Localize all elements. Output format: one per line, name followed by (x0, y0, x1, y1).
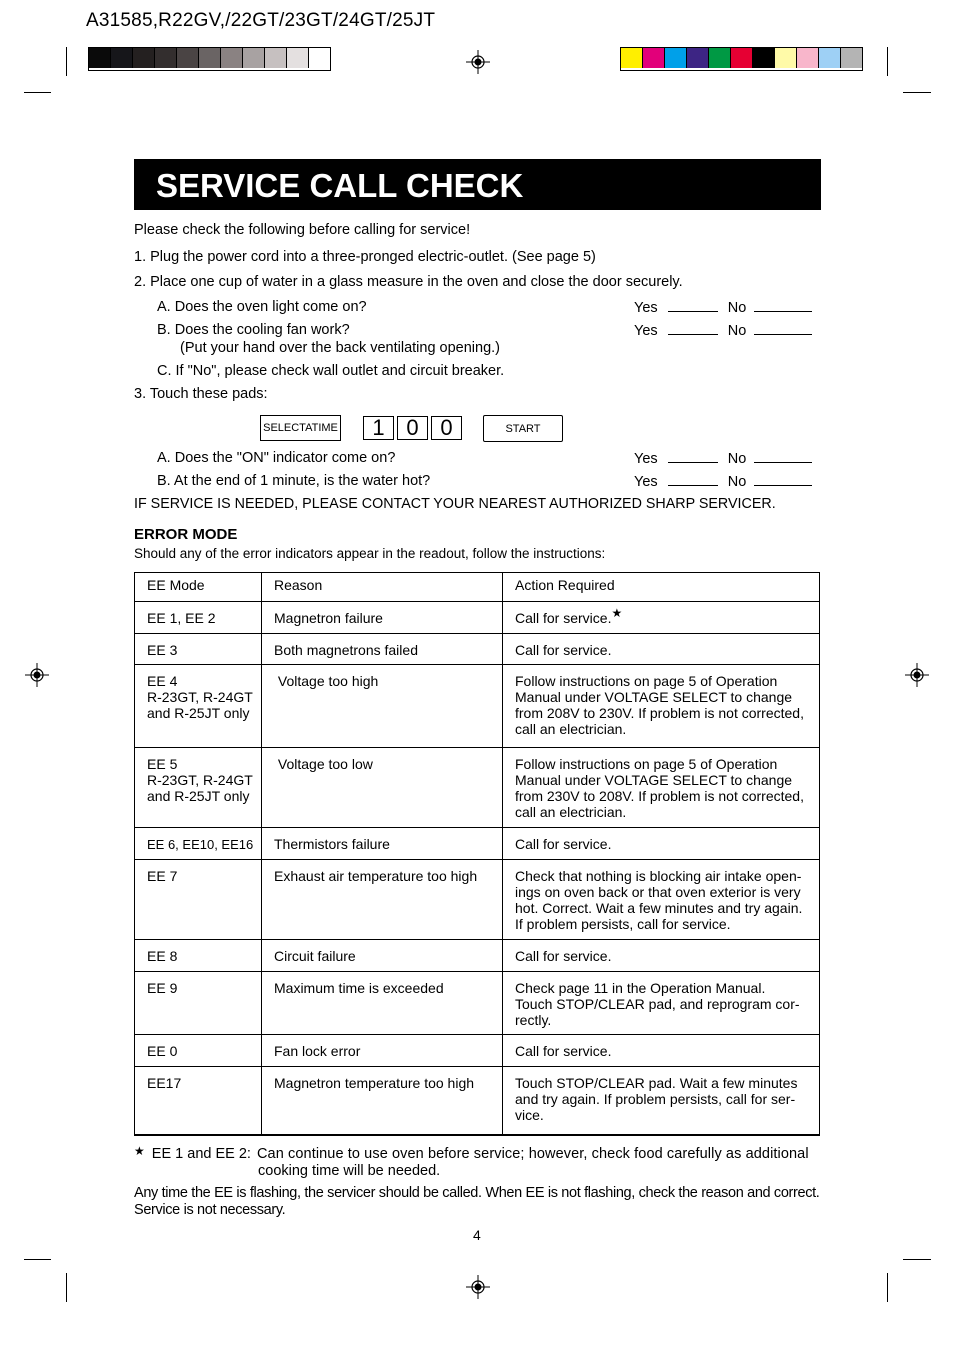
color-swatch (287, 48, 309, 68)
action-cell-text: Call for service. (515, 948, 612, 964)
ee-mode-cell (135, 1067, 262, 1135)
star-icon: ★ (611, 606, 623, 620)
table-row (135, 602, 820, 634)
page-title: SERVICE CALL CHECK (156, 167, 524, 204)
step-1: 1. Plug the power cord into a three-pronged electric-outlet. (See page 5) (134, 249, 596, 265)
step-2b-note: (Put your hand over the back ventilating opening.) (180, 340, 501, 356)
color-swatch (621, 48, 643, 68)
reason-cell-text: Both magnetrons failed (274, 642, 418, 658)
yes-no-answer (634, 299, 812, 316)
no-blank[interactable] (754, 450, 812, 463)
step-3: 3. Touch these pads: (134, 386, 268, 402)
reason-cell (262, 665, 503, 748)
registration-mark-icon (905, 663, 929, 687)
ee-mode-cell (135, 828, 262, 860)
step-3a: A. Does the "ON" indicator come on? (157, 450, 396, 466)
action-cell (503, 972, 820, 1035)
digit-pad-0[interactable]: 0 (397, 416, 428, 440)
digit-pad-0[interactable]: 0 (431, 416, 462, 440)
service-notice: IF SERVICE IS NEEDED, PLEASE CONTACT YOUR NEAREST AUTHORIZED SHARP SERVICER. (134, 496, 776, 512)
action-cell (503, 1067, 820, 1135)
closing-note: Any time the EE is flashing, the servicer should be called. When EE is not flashing, check the reason and correct. Service is not necessary. (134, 1185, 820, 1218)
intro-text: Please check the following before calling for service! (134, 222, 471, 238)
no-blank[interactable] (754, 322, 812, 335)
reason-cell (262, 748, 503, 828)
table-row (135, 1067, 820, 1135)
color-swatch (797, 48, 819, 68)
action-cell (503, 602, 820, 634)
yes-no-answer (634, 450, 812, 467)
action-cell (503, 1035, 820, 1067)
action-cell (503, 940, 820, 972)
reason-cell-text: Magnetron failure (274, 610, 383, 626)
action-cell (503, 860, 820, 940)
reason-cell-text: Magnetron temperature too high (274, 1075, 475, 1091)
yes-blank[interactable] (668, 450, 718, 463)
process-color-bar (620, 47, 863, 71)
header-ee-mode: EE Mode (135, 573, 262, 602)
color-swatch (243, 48, 265, 68)
selectatime-pad[interactable]: SELECTATIME (260, 415, 341, 441)
action-cell (503, 665, 820, 748)
ee-mode-cell-text: EE 3 (147, 642, 178, 658)
reason-cell-text: Exhaust air temperature too high (274, 868, 478, 884)
color-swatch (133, 48, 155, 68)
reason-cell (262, 602, 503, 634)
table-row (135, 748, 820, 828)
ee-mode-cell (135, 665, 262, 748)
color-swatch (753, 48, 775, 68)
step-2a: A. Does the oven light come on? (157, 299, 367, 315)
crop-mark (887, 47, 888, 76)
action-cell-text: Touch STOP/CLEAR pad. Wait a few minutes and try again. If problem persists, call for ser- vice. (515, 1075, 798, 1123)
color-swatch (89, 48, 111, 68)
action-cell (503, 748, 820, 828)
document-code: A31585,R22GV,/22GT/23GT/24GT/25JT (86, 10, 436, 31)
action-cell-text: Check that nothing is blocking air intake open- ings on oven back or that oven exterior is very hot. Correct. Wait a few minutes and try again. If problem persists, call for service. (515, 868, 803, 932)
table-row (135, 665, 820, 748)
ee-mode-cell-text: EE 1, EE 2 (147, 610, 216, 626)
ee-mode-cell (135, 748, 262, 828)
error-mode-heading: ERROR MODE (134, 526, 238, 543)
table-row (135, 1035, 820, 1067)
color-swatch (177, 48, 199, 68)
no-label: No (727, 451, 747, 467)
no-label: No (727, 300, 747, 316)
ee-mode-cell-text: EE17 (147, 1075, 182, 1091)
digit-pad-1[interactable]: 1 (363, 416, 394, 440)
color-swatch (665, 48, 687, 68)
header-reason: Reason (262, 573, 503, 602)
yes-label: Yes (634, 323, 658, 339)
start-pad[interactable]: START (483, 415, 563, 442)
color-swatch (775, 48, 797, 68)
no-blank[interactable] (754, 299, 812, 312)
yes-no-answer (634, 322, 812, 339)
color-swatch (155, 48, 177, 68)
action-cell-text: Call for service. (515, 642, 612, 658)
yes-label: Yes (634, 451, 658, 467)
crop-mark (66, 1273, 67, 1302)
ee-mode-cell-text: EE 0 (147, 1043, 178, 1059)
crop-mark (903, 92, 931, 93)
color-swatch (221, 48, 243, 68)
ee-mode-cell-text: EE 5 R-23GT, R-24GT and R-25JT only (147, 756, 253, 804)
no-label: No (727, 323, 747, 339)
footnote-label: EE 1 and EE 2: (151, 1146, 251, 1162)
table-row (135, 828, 820, 860)
action-cell-text: Follow instructions on page 5 of Operation Manual under VOLTAGE SELECT to change from 208V to 230V. If problem is not corrected, call an electrician. (515, 673, 804, 737)
yes-blank[interactable] (668, 473, 718, 486)
color-swatch (819, 48, 841, 68)
ee-mode-cell-text: EE 9 (147, 980, 178, 996)
yes-label: Yes (634, 474, 658, 490)
reason-cell-text: Voltage too low (274, 756, 373, 772)
reason-cell-text: Circuit failure (274, 948, 356, 964)
action-cell (503, 634, 820, 665)
registration-mark-icon (466, 1275, 490, 1299)
grayscale-color-bar (88, 47, 331, 71)
reason-cell (262, 972, 503, 1035)
action-cell (503, 828, 820, 860)
action-cell-text: Call for service. (515, 610, 612, 626)
color-swatch (199, 48, 221, 68)
reason-cell-text: Fan lock error (274, 1043, 361, 1059)
reason-cell (262, 860, 503, 940)
ee-mode-cell (135, 1035, 262, 1067)
color-swatch (111, 48, 133, 68)
ee-mode-cell (135, 940, 262, 972)
action-cell-text: Follow instructions on page 5 of Operation Manual under VOLTAGE SELECT to change from 230V to 208V. If problem is not corrected, call an electrician. (515, 756, 804, 820)
reason-cell (262, 1035, 503, 1067)
action-cell-text: Call for service. (515, 1043, 612, 1059)
step-2c: C. If "No", please check wall outlet and circuit breaker. (157, 363, 505, 379)
reason-cell (262, 828, 503, 860)
footnote-line-1: Can continue to use oven before service; however, check food carefully as additional (256, 1146, 809, 1162)
color-swatch (265, 48, 287, 68)
crop-mark (24, 92, 51, 93)
table-row (135, 634, 820, 665)
reason-cell-text: Thermistors failure (274, 836, 390, 852)
ee-mode-cell (135, 602, 262, 634)
reason-cell-text: Maximum time is exceeded (274, 980, 444, 996)
registration-mark-icon (25, 663, 49, 687)
table-row (135, 940, 820, 972)
ee-mode-cell (135, 972, 262, 1035)
crop-mark (66, 47, 67, 76)
star-icon: ★ (134, 1144, 145, 1158)
no-label: No (727, 474, 747, 490)
header-action-required: Action Required (503, 573, 820, 602)
no-blank[interactable] (754, 473, 812, 486)
color-swatch (731, 48, 753, 68)
crop-mark (903, 1259, 931, 1260)
table-header-row (135, 573, 820, 602)
footnote-line-2: cooking time will be needed. (258, 1163, 441, 1179)
reason-cell (262, 634, 503, 665)
ee-mode-cell (135, 634, 262, 665)
footnote (134, 1146, 822, 1163)
crop-mark (24, 1259, 51, 1260)
yes-label: Yes (634, 300, 658, 316)
crop-mark (887, 1273, 888, 1302)
error-mode-subtitle: Should any of the error indicators appear in the readout, follow the instructions: (134, 546, 606, 561)
page-title-bar (134, 159, 821, 210)
step-2b: B. Does the cooling fan work? (157, 322, 350, 338)
color-swatch (687, 48, 709, 68)
step-2: 2. Place one cup of water in a glass measure in the oven and close the door securely. (134, 274, 683, 290)
registration-mark-icon (466, 50, 490, 74)
color-swatch (309, 48, 330, 68)
action-cell-text: Check page 11 in the Operation Manual. Touch STOP/CLEAR pad, and reprogram cor- rectly. (515, 980, 800, 1028)
step-3b: B. At the end of 1 minute, is the water hot? (157, 473, 431, 489)
ee-mode-cell-text: EE 7 (147, 868, 178, 884)
page-number: 4 (473, 1227, 481, 1243)
table-row (135, 860, 820, 940)
yes-blank[interactable] (668, 299, 718, 312)
yes-blank[interactable] (668, 322, 718, 335)
ee-mode-cell-text: EE 8 (147, 948, 178, 964)
color-swatch (643, 48, 665, 68)
color-swatch (841, 48, 862, 68)
ee-mode-cell (135, 860, 262, 940)
ee-mode-cell-text: EE 4 R-23GT, R-24GT and R-25JT only (147, 673, 253, 721)
ee-mode-cell-text: EE 6, EE10, EE16 (147, 837, 254, 852)
yes-no-answer (634, 473, 812, 490)
action-cell-text: Call for service. (515, 836, 612, 852)
reason-cell (262, 1067, 503, 1135)
error-mode-table (134, 572, 820, 1136)
reason-cell-text: Voltage too high (274, 673, 379, 689)
color-swatch (709, 48, 731, 68)
table-row (135, 972, 820, 1035)
reason-cell (262, 940, 503, 972)
